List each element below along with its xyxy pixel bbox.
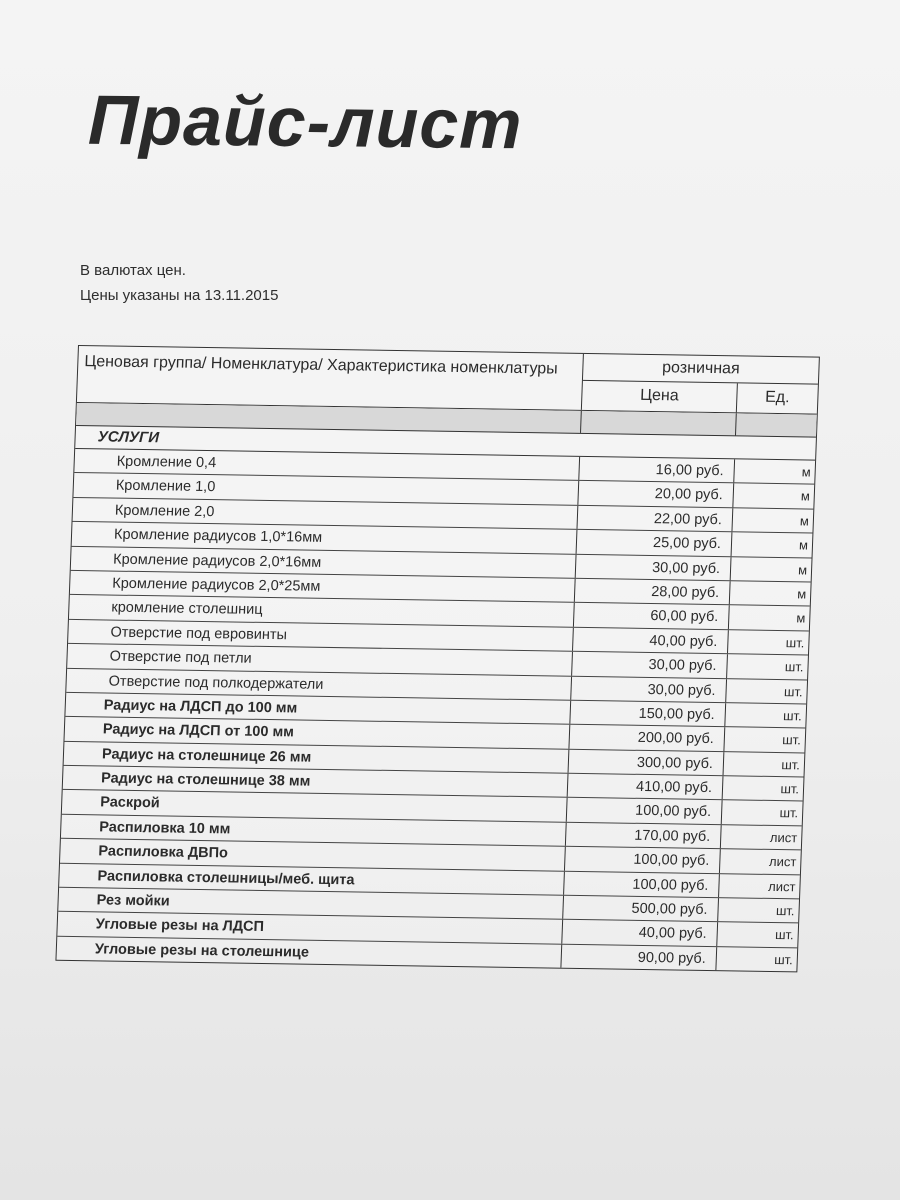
row-price: 30,00 руб.: [572, 652, 728, 678]
row-price: 100,00 руб.: [567, 798, 723, 824]
row-unit: шт.: [774, 927, 794, 943]
row-name: Кромление 2,0: [73, 498, 579, 529]
row-name: Отверстие под петли: [67, 644, 573, 675]
row-name: Кромление радиусов 2,0*16мм: [71, 546, 577, 577]
row-price: 100,00 руб.: [565, 847, 721, 873]
price-table: [55, 345, 819, 973]
row-price: 40,00 руб.: [573, 628, 729, 654]
blank-cell-price: [581, 411, 737, 435]
currency-note: В валютах цен.: [80, 262, 186, 279]
table-body: [56, 449, 815, 972]
row-price: 170,00 руб.: [566, 823, 722, 849]
row-unit: лист: [769, 829, 798, 846]
header-price-group: розничная: [583, 354, 819, 385]
row-unit: м: [798, 537, 809, 553]
row-unit: шт.: [782, 732, 802, 748]
row-price: 500,00 руб.: [563, 896, 719, 922]
row-unit: м: [800, 488, 811, 504]
row-price: 22,00 руб.: [577, 506, 733, 532]
row-name: Радиус на столешнице 26 мм: [64, 742, 570, 773]
row-unit: м: [797, 561, 808, 578]
row-unit: м: [796, 610, 806, 626]
row-unit: шт.: [780, 781, 800, 797]
row-unit: м: [796, 586, 807, 602]
row-unit: м: [801, 464, 811, 480]
row-unit: шт.: [783, 683, 803, 699]
row-name: Кромление радиусов 1,0*16мм: [72, 522, 578, 553]
row-name: Раскрой: [62, 790, 568, 821]
row-name: Отверстие под полкодержатели: [66, 668, 572, 699]
row-unit: шт.: [779, 805, 799, 821]
row-price: 60,00 руб.: [574, 603, 730, 629]
row-name: Кромление 0,4: [74, 449, 580, 480]
row-price: 30,00 руб.: [571, 676, 727, 702]
row-name: Распиловка столешницы/меб. щита: [59, 863, 565, 894]
row-price: 16,00 руб.: [579, 457, 735, 483]
row-name: Распиловка ДВПо: [60, 839, 566, 870]
row-price: 28,00 руб.: [575, 579, 731, 605]
row-price: 200,00 руб.: [569, 725, 725, 751]
section-heading: УСЛУГИ: [75, 426, 816, 461]
date-note: Цены указаны на 13.11.2015: [80, 287, 279, 304]
header-price-block: [582, 354, 819, 414]
row-unit: шт.: [775, 903, 795, 919]
row-price: 300,00 руб.: [569, 749, 725, 775]
row-price: 90,00 руб.: [561, 944, 717, 970]
row-name: Угловые резы на столешнице: [56, 937, 562, 968]
row-unit: шт.: [773, 951, 794, 968]
row-name: Рез мойки: [58, 888, 564, 919]
row-name: кромление столешниц: [69, 595, 575, 626]
header-price: Цена: [582, 381, 738, 412]
row-name: Радиус на ЛДСП от 100 мм: [64, 717, 570, 748]
row-price: 25,00 руб.: [577, 530, 733, 556]
row-name: Радиус на столешнице 38 мм: [63, 766, 569, 797]
row-unit: шт.: [782, 708, 803, 724]
row-price: 410,00 руб.: [568, 774, 724, 800]
row-price: 40,00 руб.: [562, 920, 718, 946]
row-price: 20,00 руб.: [578, 481, 734, 507]
row-unit: шт.: [781, 756, 801, 773]
header-name-column: Ценовая группа/ Номенклатура/ Характеристика номенклатуры: [77, 346, 584, 410]
row-unit: лист: [768, 854, 797, 870]
row-unit: м: [799, 513, 810, 529]
header-unit: Ед.: [764, 388, 790, 407]
row-price: 150,00 руб.: [570, 701, 726, 727]
row-unit: лист: [767, 878, 796, 894]
row-unit: шт.: [785, 634, 805, 651]
page-title: Прайс-лист: [87, 80, 523, 164]
row-name: Отверстие под евровинты: [68, 620, 574, 651]
row-price: 100,00 руб.: [564, 871, 720, 897]
row-name: Угловые резы на ЛДСП: [57, 912, 563, 943]
header-subcolumns: [582, 381, 818, 414]
row-name: Распиловка 10 мм: [61, 815, 567, 846]
row-unit: шт.: [784, 659, 804, 675]
row-price: 30,00 руб.: [576, 554, 732, 580]
row-name: Радиус на ЛДСП до 100 мм: [65, 693, 571, 724]
row-name: Кромление радиусов 2,0*25мм: [70, 571, 576, 602]
row-name: Кромление 1,0: [73, 473, 579, 504]
